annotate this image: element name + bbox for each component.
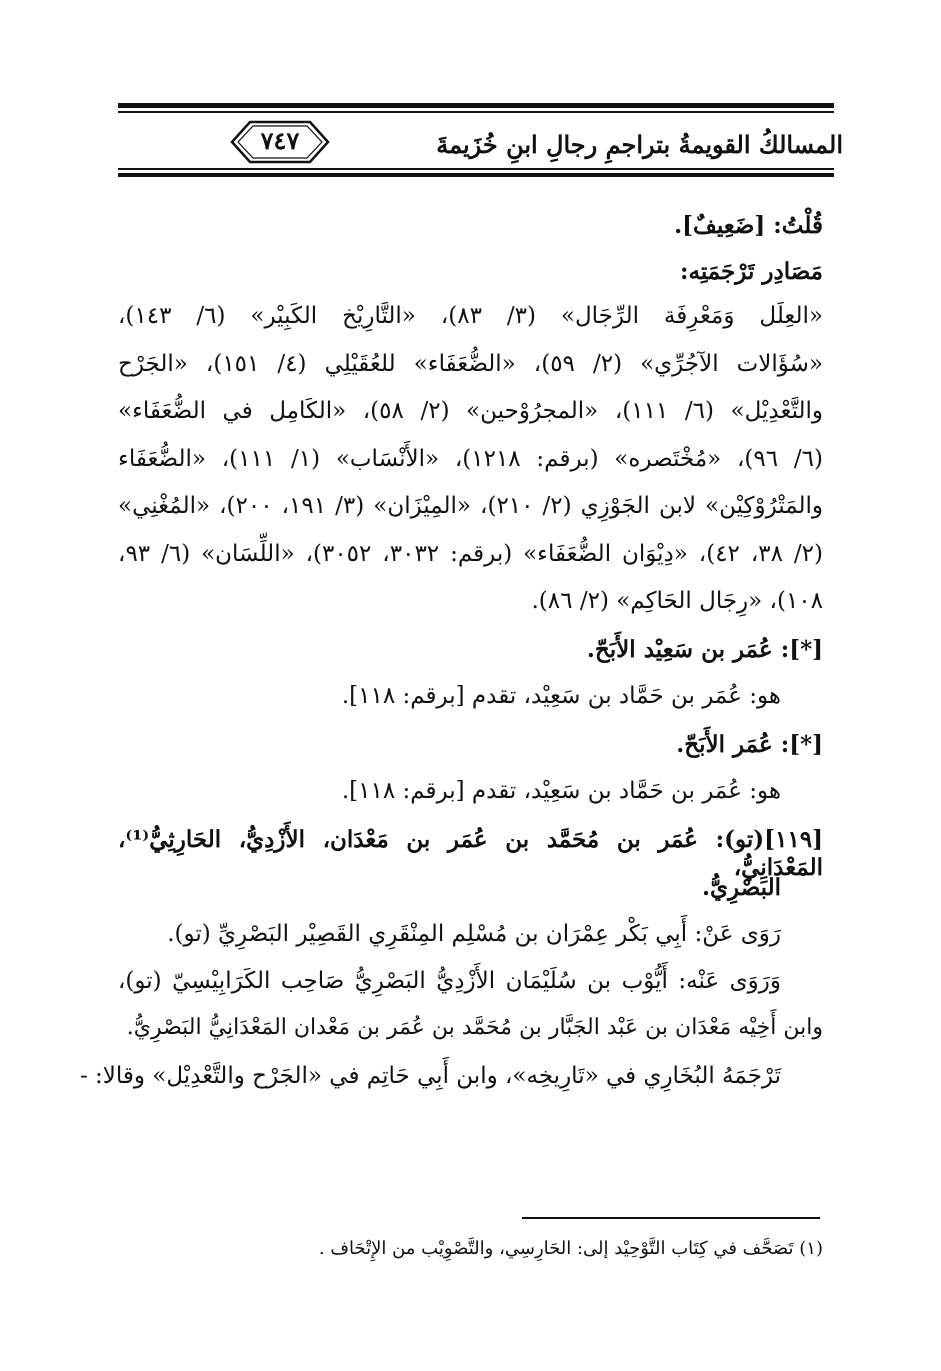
running-title: المسالكُ القويمةُ بتراجمِ رجالِ ابنِ خُزَيمةَ bbox=[436, 130, 843, 159]
sources-line-7: ١٠٨)، «رِجَال الحَاكِم» (٢/ ٨٦). bbox=[531, 588, 823, 614]
sources-line-2: «سُؤَالات الآجُرِّي» (٢/ ٥٩)، «الضُّعَفَاء» للعُقَيْلِي (٤/ ١٥١)، «الجَرْح bbox=[118, 351, 824, 377]
verdict-line: قُلْتُ: [ضَعِيفٌ]. bbox=[674, 212, 823, 239]
sources-heading: مَصَادِر تَرْجَمَتِه: bbox=[680, 258, 823, 285]
sources-line-5: والمَتْرُوْكِيْن» لابن الجَوْزِي (٢/ ٢١٠)، «المِيْزَان» (٣/ ١٩١، ٢٠٠)، «المُغْنِي» bbox=[118, 493, 824, 519]
cross-ref-heading-1: [*]: عُمَر بن سَعِيْد الأَبَحّ. bbox=[586, 636, 823, 663]
narrated-by-line-2: وابن أَخِيْه مَعْدَان بن عَبْد الجَبَّار بن مُحَمَّد بن عُمَر بن مَعْدان المَعْدَانِيُّ البَصْرِيُّ. bbox=[126, 1015, 823, 1040]
header-top-thick-rule bbox=[118, 103, 834, 108]
header-bottom-thin-rule bbox=[118, 168, 834, 170]
sources-line-3: والتَّعْدِيْل» (٦/ ١١١)، «المجرُوْحين» (٢/ ٥٨)، «الكَامِل في الضُّعَفَاء» bbox=[118, 398, 824, 424]
sources-line-1: «العِلَل وَمَعْرِفَة الرِّجَال» (٣/ ٨٣)، «التَّارِيْخ الكَبِيْر» (٦/ ١٤٣)، bbox=[118, 303, 823, 329]
narrated-by-line-1: وَرَوَى عَنْه: أَيُّوْب بن سُلَيْمَان الأَزْدِيُّ البَصْرِيُّ صَاحِب الكَرَابِيْسِيّ (تو)، bbox=[118, 968, 781, 994]
footnote-separator bbox=[522, 1217, 820, 1219]
cross-ref-heading-2: [*]: عُمَر الأَبَحّ. bbox=[676, 731, 823, 758]
cross-ref-text-1: هو: عُمَر بن حَمَّاد بن سَعِيْد، تقدم [برقم: ١١٨]. bbox=[341, 683, 781, 709]
sources-line-4: (٦/ ٩٦)، «مُخْتَصره» (برقم: ١٢١٨)، «الأَنْسَاب» (١/ ١١١)، «الضُّعَفَاء bbox=[118, 446, 824, 472]
biography-line: تَرْجَمَهُ البُخَارِي في «تَارِيخِه»، وابن أَبِي حَاتِم في «الجَرْح والتَّعْدِيْل» وقالا: - bbox=[79, 1063, 781, 1089]
narrated-from-line: رَوَى عَنْ: أَبِي بَكْر عِمْرَان بن مُسْلِم المِنْقَرِي القَصِيْر البَصْرِيِّ (تو). bbox=[167, 921, 781, 947]
header-top-thin-rule bbox=[118, 111, 834, 113]
sources-line-6: (٢/ ٣٨، ٤٢)، «دِيْوَان الضُّعَفَاء» (برقم: ٣٠٣٢، ٣٠٥٢)، «اللِّسَان» (٦/ ٩٣، bbox=[118, 541, 823, 567]
entry-heading-line-1: [١١٩](تو): عُمَر بن مُحَمَّد بن عُمَر بن مَعْدَان، الأَزْدِيُّ، الحَارِثِيُّ⁽¹⁾، المَعْدَانِيُّ، bbox=[118, 826, 823, 881]
header-bottom-thick-rule bbox=[118, 173, 834, 177]
entry-heading-line-2: البَصْرِيُّ. bbox=[702, 874, 781, 901]
footnote-1: (١) تَصَحَّف في كِتَاب التَّوْحِيْد إلى: الحَارِسِي، والتَّصْوِيْب من الإِتْحَاف . bbox=[318, 1238, 823, 1259]
page-number: ٧٤٧ bbox=[260, 126, 300, 155]
cross-ref-text-2: هو: عُمَر بن حَمَّاد بن سَعِيْد، تقدم [برقم: ١١٨]. bbox=[341, 778, 781, 804]
